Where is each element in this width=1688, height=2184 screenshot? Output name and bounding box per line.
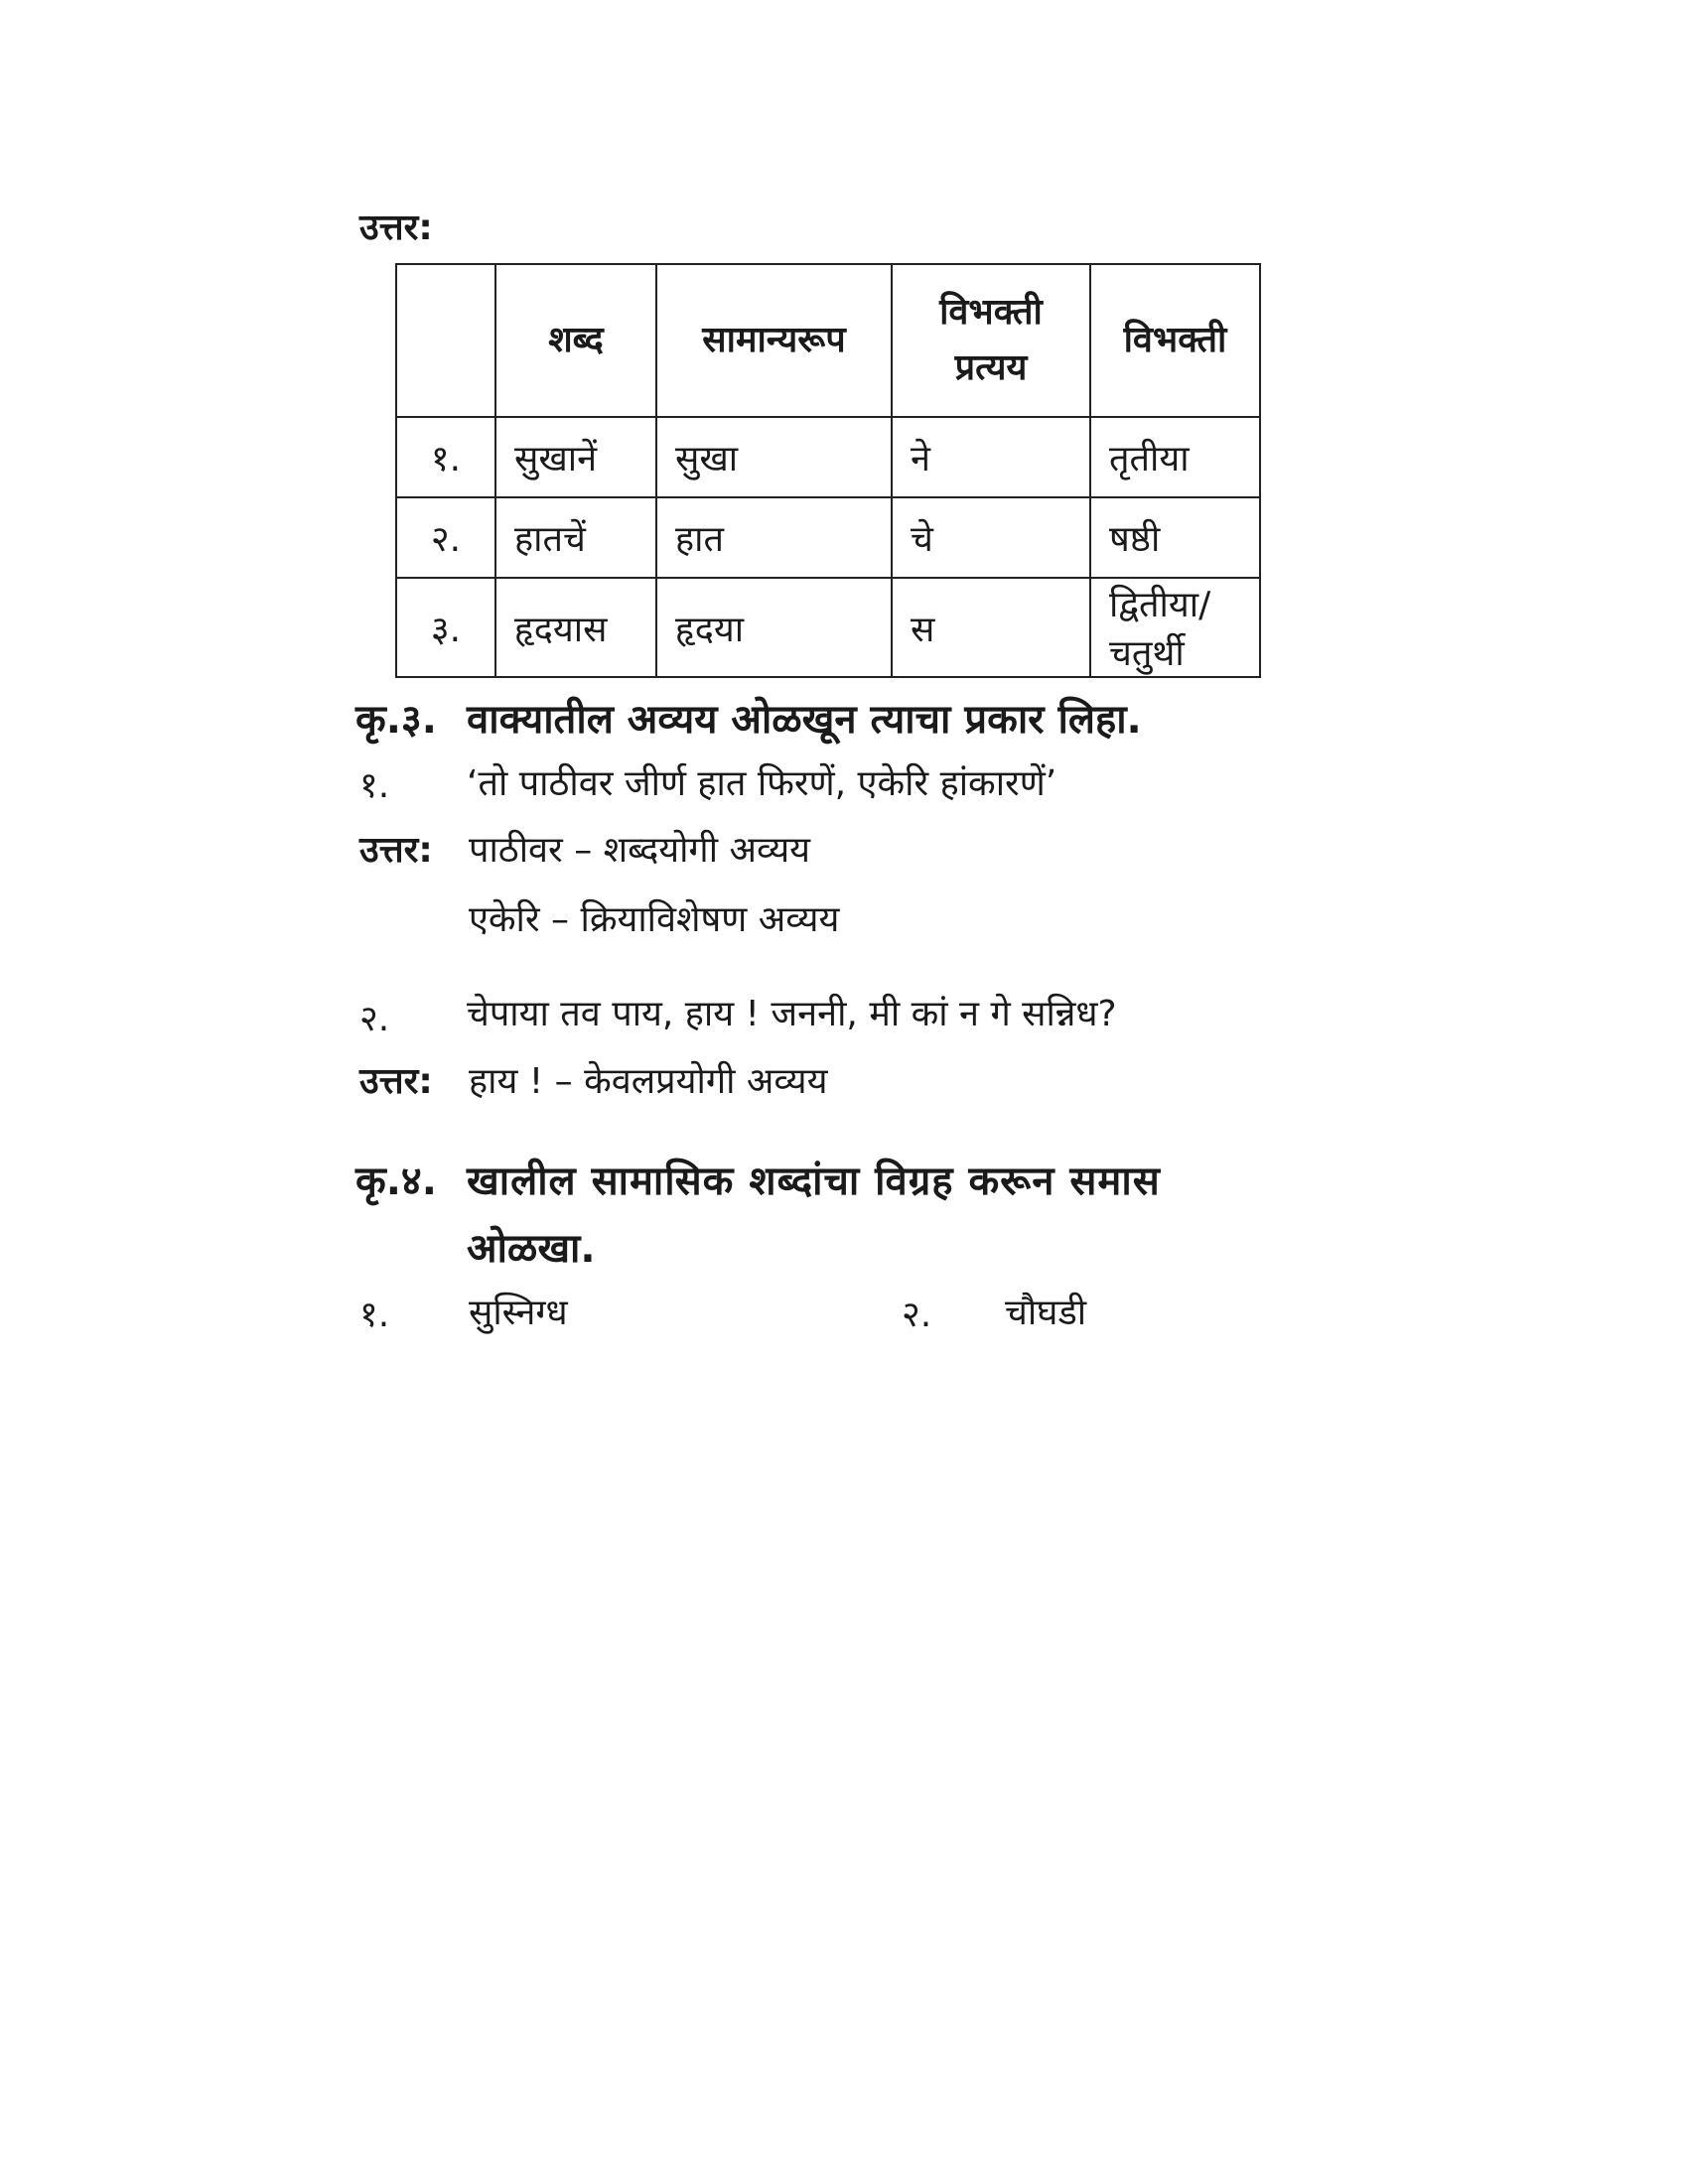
table-cell: हातचें [495, 497, 656, 578]
q3-answer-label: उत्तर: [359, 830, 433, 871]
table-header-cell: शब्द [495, 264, 656, 417]
q3-item-number: २. [359, 999, 390, 1039]
table-row [396, 497, 1260, 578]
table-header-cell: सामान्यरूप [656, 264, 892, 417]
table-cell: हात [656, 497, 892, 578]
table-cell: हृदया [656, 578, 892, 677]
q4-item-word: चौघडी [1005, 1293, 1087, 1333]
table-header-cell: विभक्ती प्रत्यय [892, 264, 1090, 417]
q4-item-word: सुस्निग्ध [469, 1293, 568, 1333]
q3-item-sentence: चेपाया तव पाय, हाय ! जननी, मी कां न गे सन्निध? [467, 994, 1117, 1034]
table-cell: स [892, 578, 1090, 677]
table-cell: सुखा [656, 417, 892, 497]
table-cell: चे [892, 497, 1090, 578]
table-cell: षष्ठी [1090, 497, 1260, 578]
q3-item-number: १. [359, 765, 390, 806]
table-cell: ३. [396, 578, 495, 677]
q4-number: कृ.४. [355, 1159, 437, 1204]
table-header-row [396, 264, 1260, 417]
q4-item-number: १. [359, 1295, 390, 1335]
q3-answer-label: उत्तर: [359, 1061, 433, 1102]
table-cell: १. [396, 417, 495, 497]
q3-number: कृ.३. [355, 697, 437, 743]
q3-answer-line: हाय ! – केवलप्रयोगी अव्यय [469, 1061, 828, 1102]
table-header-cell [396, 264, 495, 417]
table-cell: २. [396, 497, 495, 578]
table-header-cell: विभक्ती [1090, 264, 1260, 417]
q3-answer-line: पाठीवर – शब्दयोगी अव्यय [469, 830, 811, 871]
table-row [396, 578, 1260, 677]
table-cell: द्वितीया/चतुर्थी [1090, 578, 1260, 677]
table-row [396, 417, 1260, 497]
table-cell: ने [892, 417, 1090, 497]
q3-title: वाक्यातील अव्यय ओळखून त्याचा प्रकार लिहा. [467, 697, 1142, 743]
q3-answer-line: एकेरि – क्रियाविशेषण अव्यय [469, 899, 840, 940]
q3-item-sentence: ‘तो पाठीवर जीर्ण हात फिरणें, एकेरि हांकारणें’ [467, 763, 1057, 804]
table-cell: सुखानें [495, 417, 656, 497]
q4-title-line: खालील सामासिक शब्दांचा विग्रह करून समास [467, 1159, 1161, 1204]
q4-item-number: २. [902, 1295, 932, 1335]
answer-label: उत्तर: [359, 207, 433, 248]
table-cell: हृदयास [495, 578, 656, 677]
q4-title-line: ओळखा. [467, 1226, 596, 1272]
table-cell: तृतीया [1090, 417, 1260, 497]
vibhakti-table [395, 263, 1261, 678]
